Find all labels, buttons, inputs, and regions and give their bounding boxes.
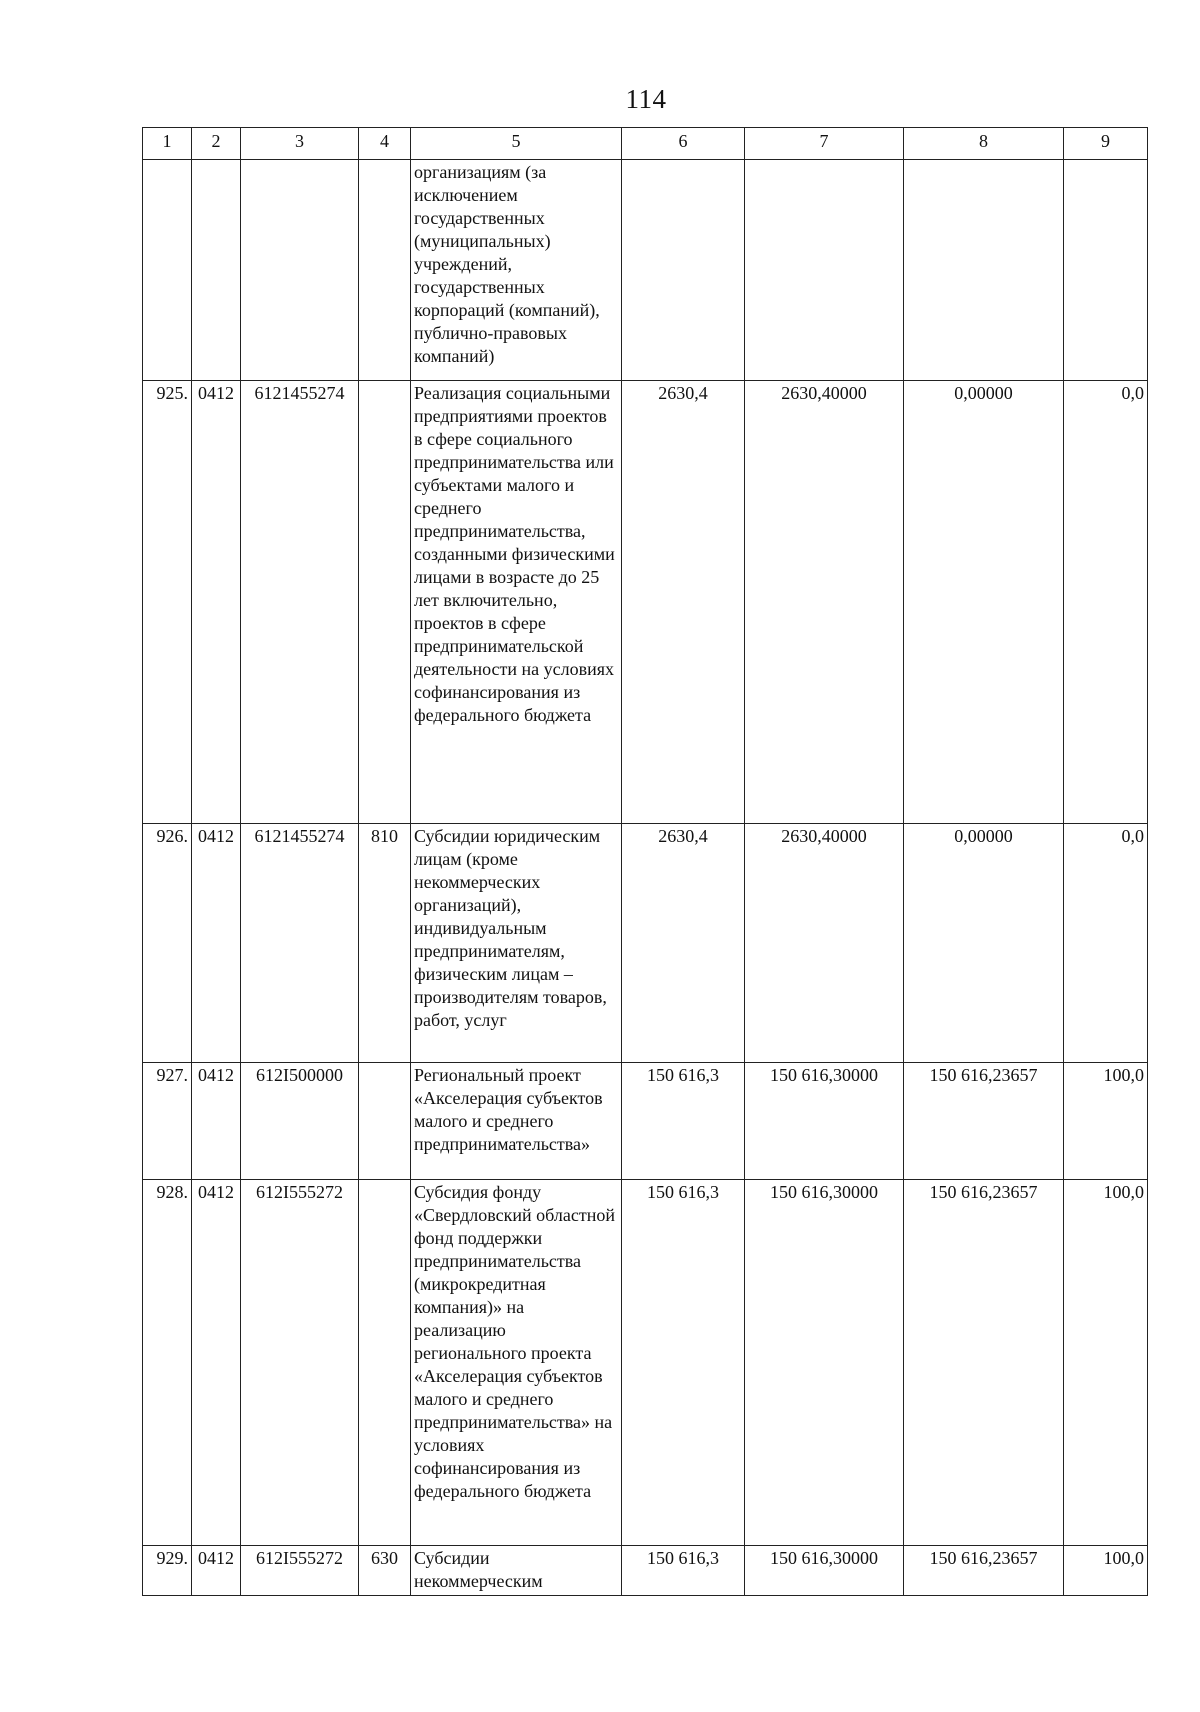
row-number: 926. bbox=[143, 824, 192, 1063]
table-row bbox=[143, 381, 1148, 824]
header-col-9: 9 bbox=[1064, 128, 1148, 160]
header-col-3: 3 bbox=[241, 128, 359, 160]
header-row bbox=[143, 128, 1148, 160]
executed-amount bbox=[904, 160, 1064, 381]
planned-amount: 150 616,3 bbox=[622, 1546, 745, 1596]
table-row bbox=[143, 1063, 1148, 1180]
table-row bbox=[143, 824, 1148, 1063]
planned-amount: 150 616,3 bbox=[622, 1063, 745, 1180]
execution-percent bbox=[1064, 160, 1148, 381]
item-description: Субсидии юридическим лицам (кроме некоммерческих организаций), индивидуальным предпринимателям, физическим лицам – производителям товаров, работ, услуг bbox=[411, 824, 622, 1063]
target-article-code: 612I555272 bbox=[241, 1180, 359, 1546]
row-number: 929. bbox=[143, 1546, 192, 1596]
row-number: 928. bbox=[143, 1180, 192, 1546]
executed-amount: 150 616,23657 bbox=[904, 1063, 1064, 1180]
section-code: 0412 bbox=[192, 381, 241, 824]
header-col-8: 8 bbox=[904, 128, 1064, 160]
row-number bbox=[143, 160, 192, 381]
item-description: Реализация социальными предприятиями проектов в сфере социального предпринимательства или субъектами малого и среднего предпринимательства, созданными физическими лицами в возрасте до 25 лет включительно, проектов в сфере предпринимательской деятельности на условиях софинансирования из федерального бюджета bbox=[411, 381, 622, 824]
header-col-6: 6 bbox=[622, 128, 745, 160]
planned-amount: 2630,4 bbox=[622, 824, 745, 1063]
execution-percent: 100,0 bbox=[1064, 1180, 1148, 1546]
approved-amount bbox=[745, 160, 904, 381]
section-code: 0412 bbox=[192, 1546, 241, 1596]
expense-type-code bbox=[359, 160, 411, 381]
approved-amount: 150 616,30000 bbox=[745, 1180, 904, 1546]
target-article-code: 612I555272 bbox=[241, 1546, 359, 1596]
section-code: 0412 bbox=[192, 1063, 241, 1180]
section-code bbox=[192, 160, 241, 381]
executed-amount: 150 616,23657 bbox=[904, 1546, 1064, 1596]
table-row bbox=[143, 1180, 1148, 1546]
row-number: 925. bbox=[143, 381, 192, 824]
item-description: Субсидии некоммерческим bbox=[411, 1546, 622, 1596]
item-description: организациям (за исключением государственных (муниципальных) учреждений, государственных корпораций (компаний), публично-правовых компаний) bbox=[411, 160, 622, 381]
section-code: 0412 bbox=[192, 1180, 241, 1546]
target-article-code: 612I500000 bbox=[241, 1063, 359, 1180]
execution-percent: 0,0 bbox=[1064, 381, 1148, 824]
planned-amount: 150 616,3 bbox=[622, 1180, 745, 1546]
executed-amount: 0,00000 bbox=[904, 824, 1064, 1063]
section-code: 0412 bbox=[192, 824, 241, 1063]
execution-percent: 100,0 bbox=[1064, 1546, 1148, 1596]
approved-amount: 2630,40000 bbox=[745, 824, 904, 1063]
planned-amount: 2630,4 bbox=[622, 381, 745, 824]
approved-amount: 2630,40000 bbox=[745, 381, 904, 824]
executed-amount: 0,00000 bbox=[904, 381, 1064, 824]
expense-type-code: 810 bbox=[359, 824, 411, 1063]
row-number: 927. bbox=[143, 1063, 192, 1180]
expense-type-code bbox=[359, 381, 411, 824]
executed-amount: 150 616,23657 bbox=[904, 1180, 1064, 1546]
table-row bbox=[143, 1546, 1148, 1596]
expense-type-code bbox=[359, 1063, 411, 1180]
header-col-4: 4 bbox=[359, 128, 411, 160]
page-number: 114 bbox=[625, 84, 667, 114]
target-article-code: 6121455274 bbox=[241, 824, 359, 1063]
execution-percent: 0,0 bbox=[1064, 824, 1148, 1063]
target-article-code: 6121455274 bbox=[241, 381, 359, 824]
expense-type-code bbox=[359, 1180, 411, 1546]
item-description: Региональный проект «Акселерация субъектов малого и среднего предпринимательства» bbox=[411, 1063, 622, 1180]
table-row bbox=[143, 160, 1148, 381]
approved-amount: 150 616,30000 bbox=[745, 1063, 904, 1180]
item-description: Субсидия фонду «Свердловский областной фонд поддержки предпринимательства (микрокредитная компания)» на реализацию регионального проекта «Акселерация субъектов малого и среднего предпринимательства» на условиях софинансирования из федерального бюджета bbox=[411, 1180, 622, 1546]
header-col-2: 2 bbox=[192, 128, 241, 160]
execution-percent: 100,0 bbox=[1064, 1063, 1148, 1180]
target-article-code bbox=[241, 160, 359, 381]
approved-amount: 150 616,30000 bbox=[745, 1546, 904, 1596]
header-col-5: 5 bbox=[411, 128, 622, 160]
header-col-1: 1 bbox=[143, 128, 192, 160]
header-col-7: 7 bbox=[745, 128, 904, 160]
expense-type-code: 630 bbox=[359, 1546, 411, 1596]
planned-amount bbox=[622, 160, 745, 381]
budget-table bbox=[142, 127, 1148, 1596]
